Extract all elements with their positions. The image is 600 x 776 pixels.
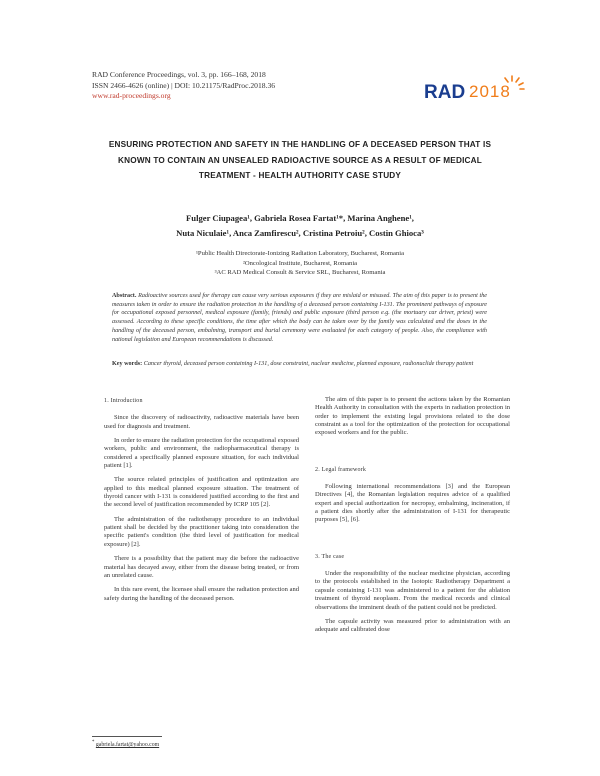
author-email-link[interactable]: gabriela.fartat@yahoo.com [95, 741, 160, 748]
proceedings-citation: RAD Conference Proceedings, vol. 3, pp. 166–168, 2018 [92, 70, 266, 79]
title-line-1: ENSURING PROTECTION AND SAFETY IN THE HANDLING OF A DECEASED PERSON THAT IS [108, 140, 492, 149]
paper-title [88, 137, 512, 184]
author-list [92, 211, 508, 241]
keywords [112, 360, 487, 369]
issn-doi: ISSN 2466-4626 (online) | DOI: 10.21175/RadProc.2018.36 [92, 80, 276, 90]
footnote-rule [92, 736, 162, 737]
paragraph: Following international recommendations [3] and the European Directives [4], the Romanian legislation requires advice of a qualified expert and special authorization for necropsy, embalming, incineration, if a patient dies shortly after the administration of I-131 for therapeutic purposes [5], [6]. [315, 483, 510, 524]
paragraph: The administration of the radiotherapy procedure to an individual patient shall be decided by the practitioner taking into consideration the specific patient's condition (the third level of justification for medical exposure) [2]. [104, 515, 299, 548]
section-heading-the-case: 3. The case [315, 553, 345, 560]
affiliations [92, 249, 508, 278]
logo-year-text: 2018 [469, 82, 511, 101]
section-heading-legal-framework: 2. Legal framework [315, 466, 367, 473]
paragraph: The source related principles of justification and optimization are applied to this medical planned exposure situation. The treatment of thyroid cancer with I-131 is considered justified according to the first and the second level of justification recommended by ICRP 105 [2]. [104, 476, 299, 509]
paragraph: There is a possibility that the patient may die before the radioactive material has decayed away, either from the disease being treated, or from an unrelated cause. [104, 555, 299, 579]
footnote-mark: * [92, 740, 95, 745]
rad-logo [424, 68, 526, 108]
keywords-text: Cancer thyroid, deceased person containing I-131, dose constraint, nuclear medicine, planned exposure, radionuclide therapy patient [143, 361, 474, 367]
affiliation-3: ³AC RAD Medical Consult & Service SRL, Bucharest, Romania [214, 269, 386, 277]
paragraph: The aim of this paper is to present the actions taken by the Romanian Health Authority in consultation with the experts in radiation protection in order to implement the existing legal provisions related to the dose constraint as a tool for the optimization of the protection for occupational exposed workers and for the public. [315, 396, 510, 437]
abstract [112, 292, 487, 344]
section-heading-introduction: 1. Introduction [104, 398, 143, 404]
right-column [315, 396, 510, 641]
title-line-3: TREATMENT - HEALTH AUTHORITY CASE STUDY [198, 171, 402, 180]
journal-url[interactable] [92, 91, 171, 102]
paragraph: Under the responsibility of the nuclear medicine physician, according to the protocols established in the Isotopic Radiotherapy Department a capsule containing I-131 was administered to a patient for the ablation treatment of thyroid neoplasm. From the medical records and clinical observations the imminent death of the patient could not be predicted. [315, 570, 510, 611]
logo-rad-text: RAD [424, 82, 466, 103]
paragraph: In this rare event, the licensee shall ensure the radiation protection and safety during the handling of the deceased person. [104, 586, 299, 602]
paragraph: In order to ensure the radiation protection for the occupational exposed workers, public and environment, the radiopharmaceutical therapy is considered a specifically planned exposure situation, for each individual patient [1]. [104, 437, 299, 470]
footnote [92, 740, 159, 748]
affiliation-1: ¹Public Health Directorate-Ionizing Radiation Laboratory, Bucharest, Romania [195, 250, 405, 257]
paragraph: Since the discovery of radioactivity, radioactive materials have been used for diagnosis and treatment. [104, 414, 299, 430]
abstract-label: Abstract. [112, 293, 137, 299]
keywords-label: Key words: [112, 361, 143, 367]
journal-link[interactable]: www.rad-proceedings.org [92, 91, 171, 100]
title-line-2: KNOWN TO CONTAIN AN UNSEALED RADIOACTIVE SOURCE AS A RESULT OF MEDICAL [118, 155, 482, 165]
abstract-text: Radioactive sources used for therapy can cause very serious exposures if they are mislaid or misused. The aim of this paper is to present the measures taken in order to ensure the radiation protection in the handling of a deceased person containing I-131. The prominent pathways of exposure for occupational exposed personnel, medical exposure (family, friends) and public exposure (third person e.g. (the mortuary car driver, priest) were assessed. According to these specific conditions, the time after which the body can be taken over by the family was calculated and the doses in the handling of the deceased person, embalming, transport and burial ceremony were evaluated for each category of people. Also, the compliance with national legislation and European recommendations is discussed. [112, 293, 487, 343]
rad-logo-graphic [424, 68, 526, 108]
left-column [104, 397, 299, 609]
authors-line-1: Fulger Ciupagea¹, Gabriela Roseа Fartat¹*, Marina Anghene¹, [186, 213, 414, 223]
affiliation-2: ²Oncological Institute, Bucharest, Romania [242, 259, 358, 267]
paragraph: The capsule activity was measured prior to administration with an adequate and calibrated dose [315, 617, 510, 634]
authors-line-2: Nuta Niculaie¹, Anca Zamfirescu², Cristina Petroiu², Costin Ghioca³ [176, 228, 424, 238]
